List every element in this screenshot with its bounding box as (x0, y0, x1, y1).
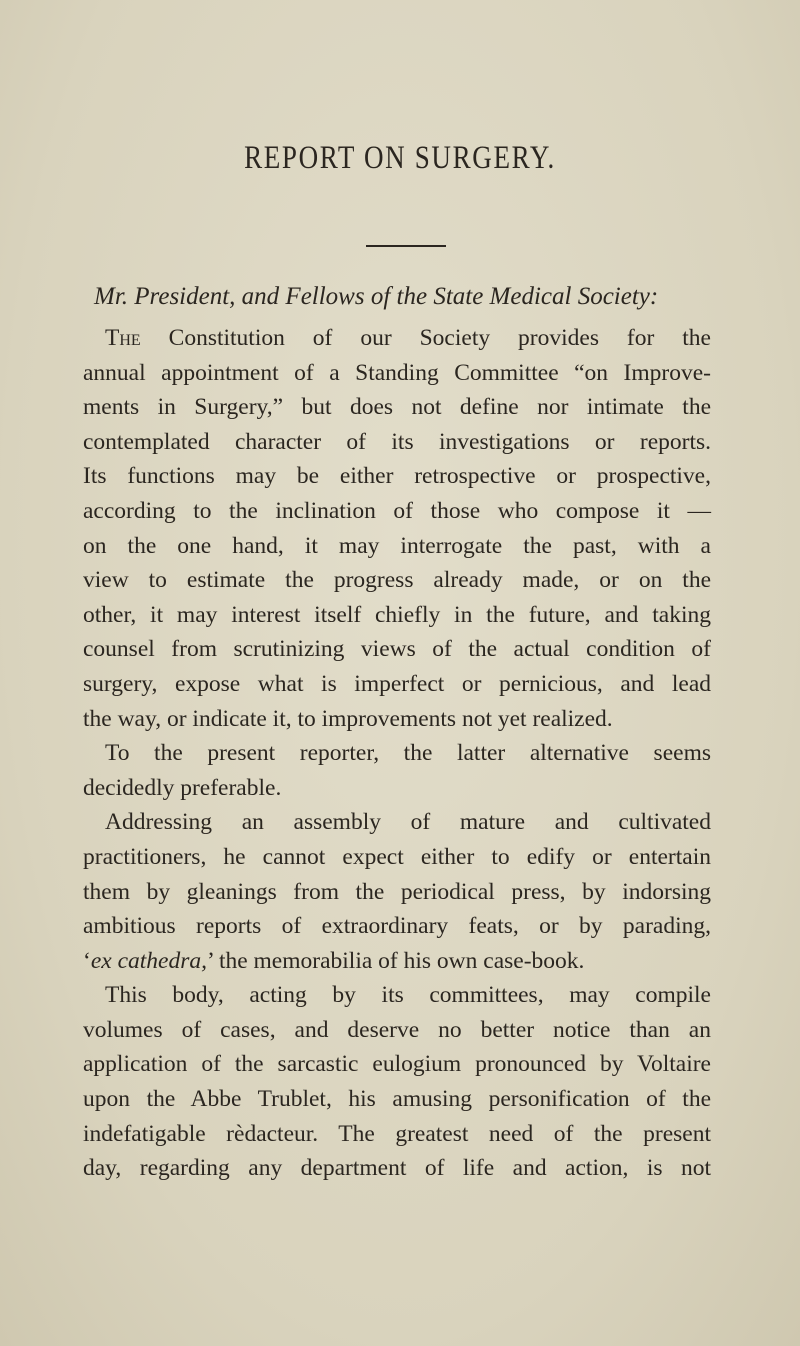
text-line: Its functions may be either retrospective or prospective, (83, 463, 711, 490)
text-line: view to estimate the progress already made, or on the (83, 567, 711, 594)
text-line: annual appointment of a Standing Committee “on Improve- (83, 359, 711, 386)
text-line: Addressing an assembly of mature and cultivated (105, 809, 711, 836)
small-caps-lead-word: The (105, 325, 141, 351)
text-line: contemplated character of its investigations or reports. (83, 428, 711, 455)
text-line: day, regarding any department of life and action, is not (83, 1155, 711, 1182)
text-line-rest: Constitution of our Society provides for the (168, 325, 711, 351)
salutation: Mr. President, and Fellows of the State Medical Society: (94, 283, 659, 310)
title-rule-divider (366, 245, 446, 247)
text-line: ambitious reports of extraordinary feats, or by parading, (83, 913, 711, 940)
text-line: decidedly preferable. (83, 774, 282, 801)
text-line: other, it may interest itself chiefly in the future, and taking (83, 601, 711, 628)
text-line: the way, or indicate it, to improvements not yet realized. (83, 705, 613, 732)
text-line: volumes of cases, and deserve no better notice than an (83, 1016, 711, 1043)
text-line: practitioners, he cannot expect either to edify or entertain (83, 843, 711, 870)
body-text (83, 321, 711, 1186)
text-line: ‘ex cathedra,’ the memorabilia of his own case-book. (83, 947, 585, 974)
text-line: according to the inclination of those who compose it — (83, 497, 711, 524)
text-line: ments in Surgery,” but does not define nor intimate the (83, 394, 711, 421)
text-line: on the one hand, it may interrogate the past, with a (83, 532, 711, 559)
text-line: upon the Abbe Trublet, his amusing personification of the (83, 1086, 711, 1113)
text-line: surgery, expose what is imperfect or pernicious, and lead (83, 670, 711, 697)
text-line: This body, acting by its committees, may compile (105, 982, 711, 1009)
text-line (83, 321, 711, 356)
text-line: them by gleanings from the periodical press, by indorsing (83, 878, 711, 905)
text-line: indefatigable rèdacteur. The greatest need of the present (83, 1120, 711, 1147)
page-title: REPORT ON SURGERY. (244, 140, 556, 176)
text-line: counsel from scrutinizing views of the actual condition of (83, 636, 711, 663)
text-line: application of the sarcastic eulogium pronounced by Voltaire (83, 1051, 711, 1078)
text-line: To the present reporter, the latter alternative seems (105, 740, 711, 767)
